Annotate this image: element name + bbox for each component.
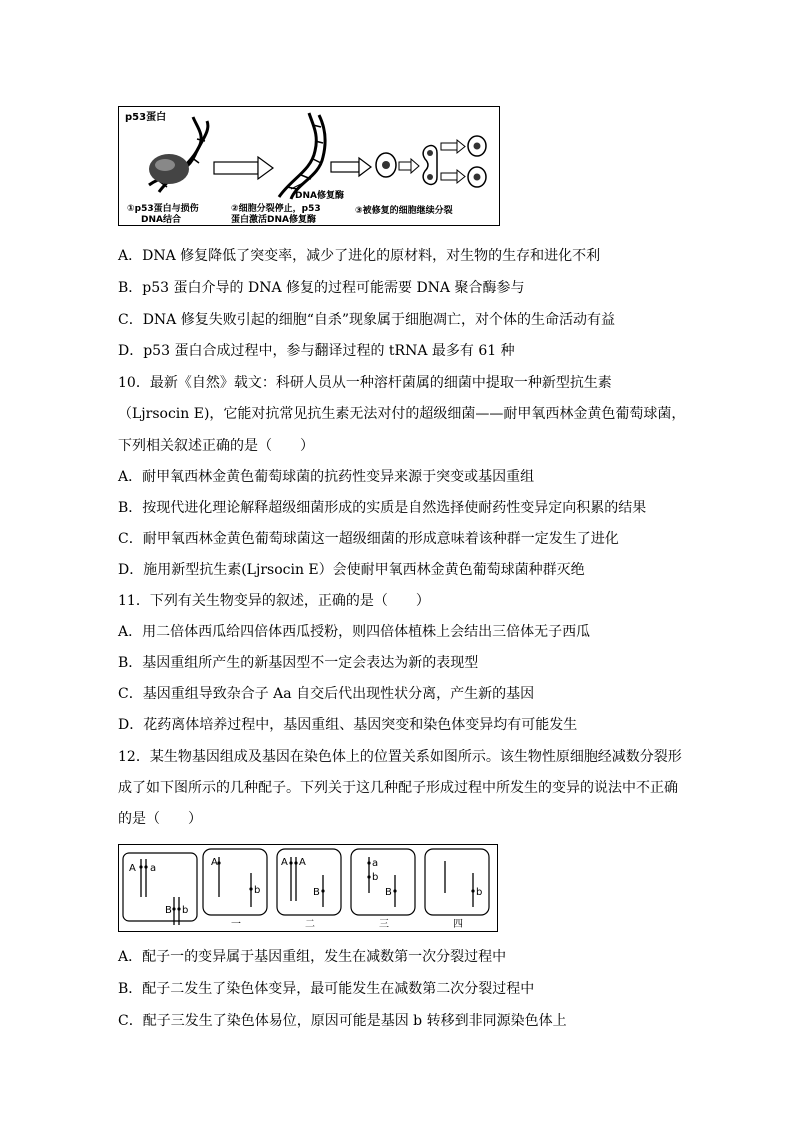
step3-caption: ③被修复的细胞继续分裂 bbox=[355, 206, 453, 216]
step1-caption-line1: ①p53蛋白与损伤 bbox=[127, 204, 199, 214]
gamete2-gene-B: B bbox=[313, 887, 320, 898]
p53-protein-highlight bbox=[155, 159, 175, 171]
q12-stem-line3: 的是（ ） bbox=[118, 811, 202, 827]
gamete-label-2: 二 bbox=[305, 919, 315, 930]
p53-diagram-svg bbox=[119, 107, 499, 225]
q10-stem-line2: （Ljrsocin E)，它能对抗常见抗生素无法对付的超级细菌——耐甲氧西林金黄色葡萄球菌， bbox=[118, 406, 686, 422]
gamete3-gene-B: B bbox=[385, 887, 392, 898]
parent-gene-a: a bbox=[150, 863, 157, 874]
dividing-cell-icon bbox=[423, 146, 437, 185]
p53-repair-figure bbox=[118, 106, 500, 226]
q11-option-b: B．基因重组所产生的新基因型不一定会表达为新的表现型 bbox=[118, 655, 479, 671]
gamete-4-box bbox=[425, 849, 489, 915]
arrow-right-icon bbox=[441, 170, 465, 183]
gamete-label-4: 四 bbox=[453, 919, 463, 930]
arrow-right-icon bbox=[399, 159, 419, 173]
q12-option-a: A．配子一的变异属于基因重组，发生在减数第一次分裂过程中 bbox=[118, 949, 507, 965]
gene-locus-dot bbox=[321, 889, 324, 892]
gene-locus-dot bbox=[217, 861, 220, 864]
gene-locus-dot bbox=[294, 861, 297, 864]
gene-locus-dot bbox=[249, 887, 252, 890]
gamete2-gene-A1: A bbox=[281, 857, 288, 868]
parent-gene-A: A bbox=[129, 863, 136, 874]
q10-option-b: B．按现代进化理论解释超级细菌形成的实质是自然选择使耐药性变异定向积累的结果 bbox=[118, 500, 647, 516]
daughter-cell-icon bbox=[468, 167, 486, 187]
gamete-label-1: 一 bbox=[231, 919, 241, 930]
q10-option-a: A．耐甲氧西林金黄色葡萄球菌的抗药性变异来源于突变或基因重组 bbox=[118, 469, 535, 485]
gene-locus-dot bbox=[471, 889, 474, 892]
daughter-cell-icon bbox=[468, 136, 486, 156]
gene-locus-dot bbox=[177, 907, 180, 910]
gene-locus-dot bbox=[393, 889, 396, 892]
gamete3-gene-b: b bbox=[372, 872, 379, 883]
q10-option-d: D．施用新型抗生素(Ljrsocin E）会使耐甲氧西林金黄色葡萄球菌种群灭绝 bbox=[118, 562, 585, 578]
gamete-3-box bbox=[351, 849, 415, 915]
gamete-label-3: 三 bbox=[379, 919, 389, 930]
q12-option-c: C．配子三发生了染色体易位，原因可能是基因 b 转移到非同源染色体上 bbox=[118, 1013, 567, 1029]
gamete3-gene-a: a bbox=[372, 858, 379, 869]
q11-option-a: A．用二倍体西瓜给四倍体西瓜授粉，则四倍体植株上会结出三倍体无子西瓜 bbox=[118, 624, 591, 640]
arrow-right-icon bbox=[331, 158, 371, 176]
figure-title: p53蛋白 bbox=[125, 112, 167, 123]
q10-stem-line1: 10．最新《自然》载文：科研人员从一种溶杆菌属的细菌中提取一种新型抗生素 bbox=[118, 375, 612, 391]
enzyme-label: DNA修复酶 bbox=[295, 191, 344, 201]
gene-locus-dot bbox=[144, 865, 147, 868]
gene-locus-dot bbox=[367, 861, 370, 864]
gamete2-gene-A2: A bbox=[299, 857, 306, 868]
q12-option-b: B．配子二发生了染色体变异，最可能发生在减数第二次分裂过程中 bbox=[118, 981, 535, 997]
step2-caption-line2: 蛋白激活DNA修复酶 bbox=[231, 215, 316, 225]
parent-gene-b: b bbox=[182, 905, 189, 916]
q9-option-d: D．p53 蛋白合成过程中，参与翻译过程的 tRNA 最多有 61 种 bbox=[118, 343, 515, 359]
gene-locus-dot bbox=[172, 907, 175, 910]
gene-locus-dot bbox=[289, 861, 292, 864]
q10-stem-line3: 下列相关叙述正确的是（ ） bbox=[118, 438, 314, 454]
arrow-right-icon bbox=[214, 157, 273, 179]
q11-stem: 11．下列有关生物变异的叙述，正确的是（ ） bbox=[118, 593, 430, 609]
q12-stem-line2: 成了如下图所示的几种配子。下列关于这几种配子形成过程中所发生的变异的说法中不正确 bbox=[118, 780, 678, 796]
step1-caption-line2: DNA结合 bbox=[141, 215, 181, 225]
dna-helix-icon bbox=[279, 113, 325, 199]
q11-option-c: C．基因重组导致杂合子 Aa 自交后代出现性状分离，产生新的基因 bbox=[118, 686, 535, 702]
q10-option-c: C．耐甲氧西林金黄色葡萄球菌这一超级细菌的形成意味着该种群一定发生了进化 bbox=[118, 531, 619, 547]
gamete-chromosome-figure bbox=[118, 844, 498, 932]
gamete4-gene-b: b bbox=[476, 887, 483, 898]
step2-caption-line1: ②细胞分裂停止，p53 bbox=[231, 204, 321, 214]
gene-locus-dot bbox=[139, 865, 142, 868]
cell-icon bbox=[376, 153, 396, 177]
gamete1-gene-b: b bbox=[254, 885, 261, 896]
q11-option-d: D．花药离体培养过程中，基因重组、基因突变和染色体变异均有可能发生 bbox=[118, 717, 578, 733]
gamete-diagram-svg bbox=[119, 845, 497, 931]
q9-option-b: B．p53 蛋白介导的 DNA 修复的过程可能需要 DNA 聚合酶参与 bbox=[118, 280, 525, 296]
parent-gene-B: B bbox=[165, 905, 172, 916]
q12-stem-line1: 12．某生物基因组成及基因在染色体上的位置关系如图所示。该生物性原细胞经减数分裂形 bbox=[118, 749, 682, 765]
q9-option-a: A．DNA 修复降低了突变率，减少了进化的原材料，对生物的生存和进化不利 bbox=[118, 248, 601, 264]
gene-locus-dot bbox=[367, 875, 370, 878]
q9-option-c: C．DNA 修复失败引起的细胞“自杀”现象属于细胞凋亡，对个体的生命活动有益 bbox=[118, 312, 616, 328]
arrow-right-icon bbox=[441, 140, 465, 153]
gamete1-gene-A: A bbox=[211, 857, 218, 868]
